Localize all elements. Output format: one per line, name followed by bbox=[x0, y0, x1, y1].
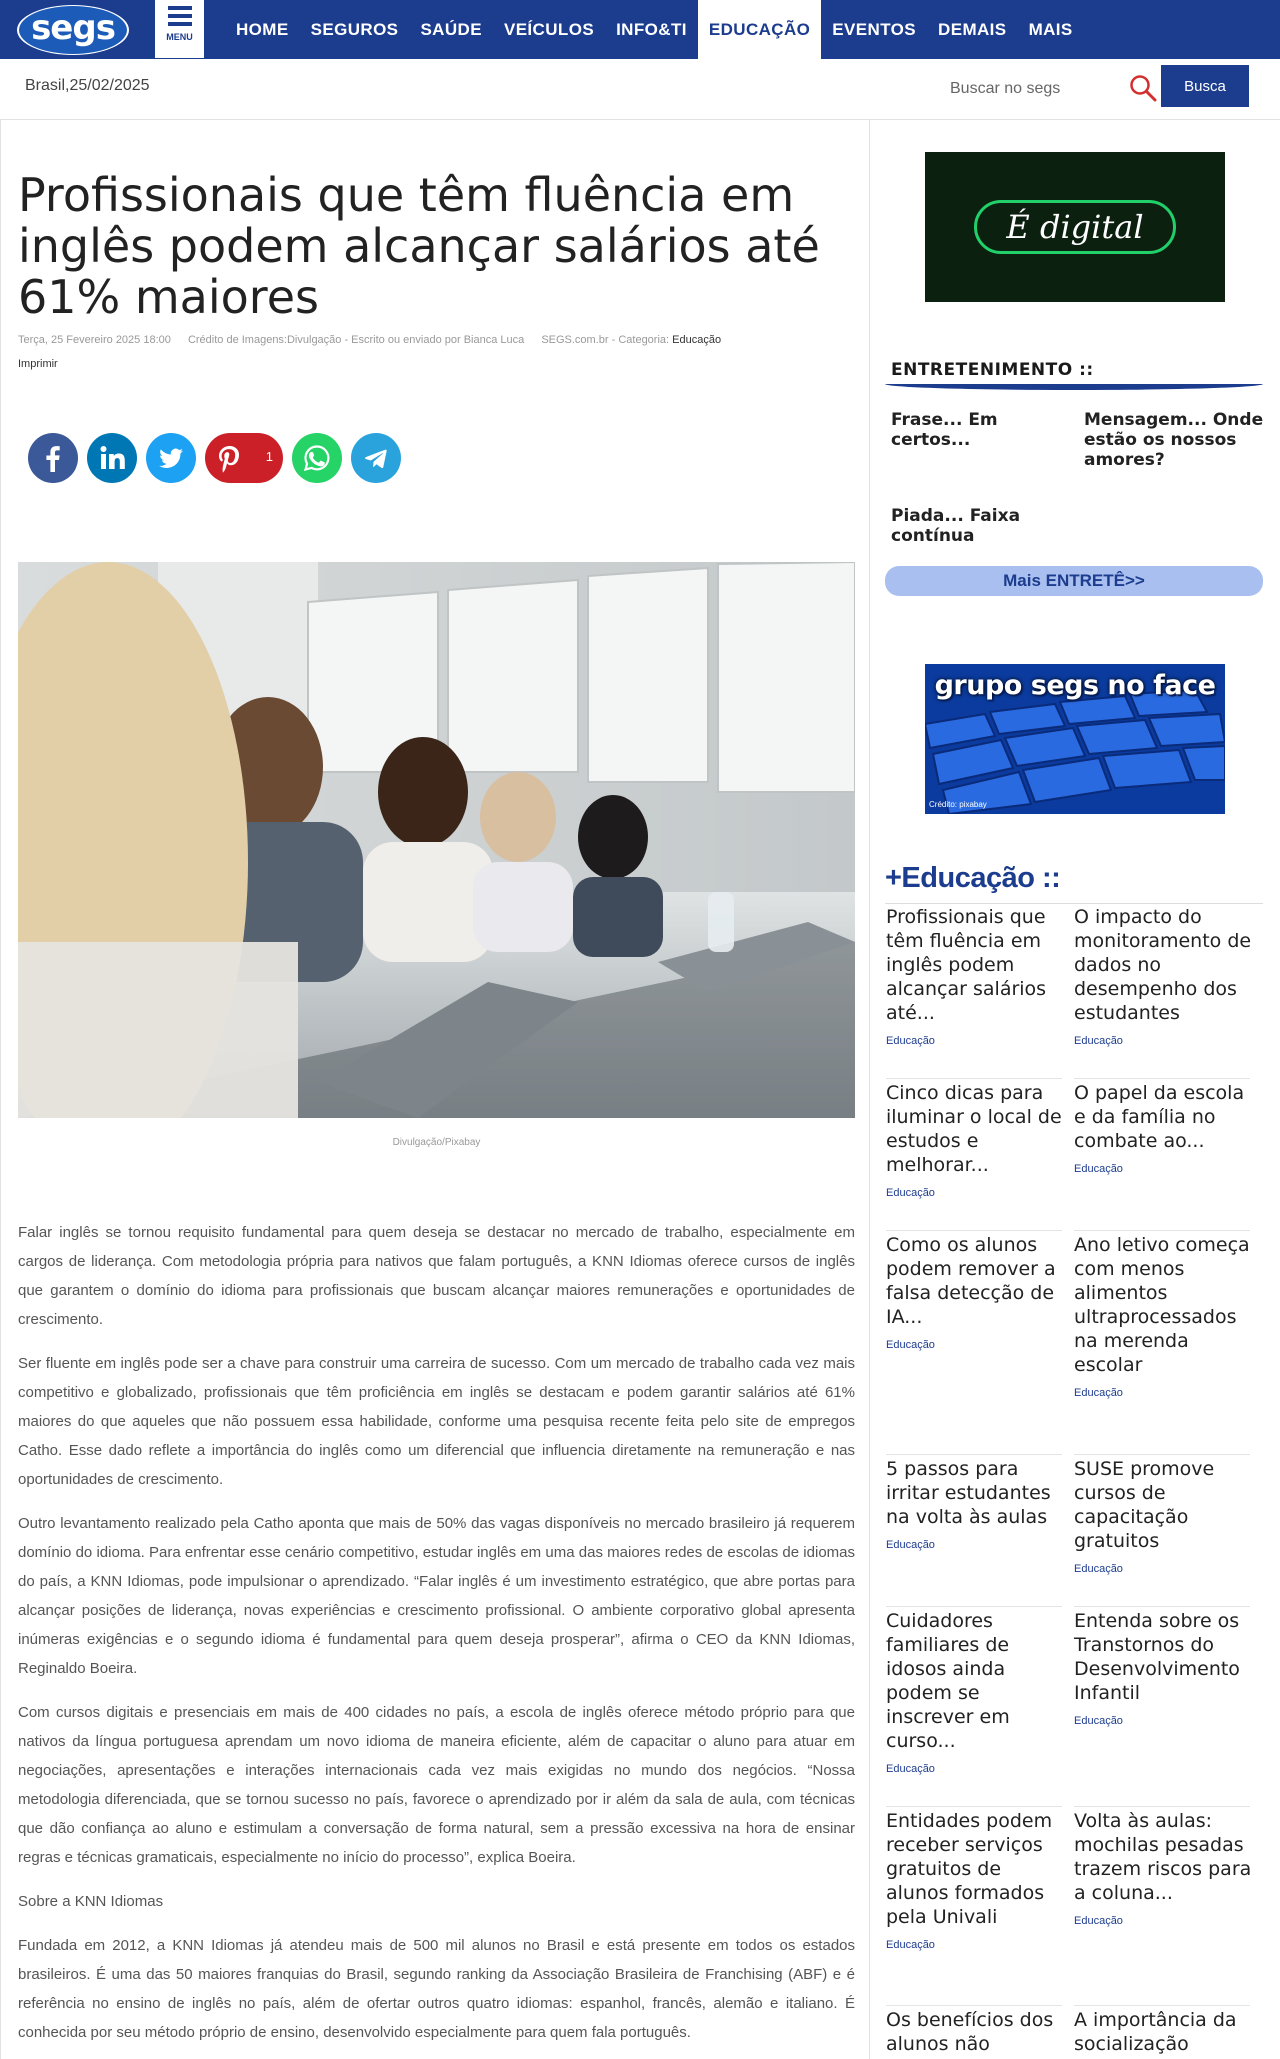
sidebar bbox=[871, 120, 1280, 2059]
article-title: Profissionais que têm fluência em inglês podem alcançar salários até 61% maiores bbox=[18, 168, 820, 324]
educacao-article-link[interactable] bbox=[1074, 1457, 1254, 1575]
educacao-article-link[interactable] bbox=[886, 2008, 1066, 2056]
educacao-article-category[interactable]: Educação bbox=[1074, 1563, 1123, 1575]
educacao-article-title[interactable]: Volta às aulas: mochilas pesadas trazem riscos para a coluna... bbox=[1074, 1810, 1252, 1904]
twitter-share-button[interactable] bbox=[146, 433, 196, 483]
linkedin-icon bbox=[97, 443, 127, 473]
educacao-article-category[interactable]: Educação bbox=[886, 1939, 935, 1951]
educacao-article-link[interactable] bbox=[1074, 1609, 1254, 1727]
current-date: Brasil,25/02/2025 bbox=[25, 77, 150, 94]
section-divider bbox=[885, 903, 1263, 904]
search-icon[interactable] bbox=[1128, 73, 1158, 103]
educacao-article-category[interactable]: Educação bbox=[1074, 1915, 1123, 1927]
logo-text: segs bbox=[31, 8, 115, 48]
educacao-article-link[interactable] bbox=[886, 1081, 1066, 1199]
entretenimento-link[interactable]: Piada... Faixa contínua bbox=[891, 506, 1021, 546]
search-button[interactable]: Busca bbox=[1161, 65, 1249, 107]
educacao-article-title[interactable]: O papel da escola e da família no combate ao... bbox=[1074, 1082, 1245, 1152]
educacao-article-category[interactable]: Educação bbox=[1074, 1387, 1123, 1399]
educacao-article-link[interactable] bbox=[886, 905, 1066, 1047]
pinterest-share-button[interactable] bbox=[205, 433, 283, 483]
educacao-article-category[interactable]: Educação bbox=[1074, 1035, 1123, 1047]
educacao-article-link[interactable] bbox=[886, 1609, 1066, 1775]
menu-button[interactable] bbox=[155, 0, 204, 58]
paragraph: Fundada em 2012, a KNN Idiomas já atendeu mais de 500 mil alunos no Brasil e está presente em todos os estados brasileiros. É uma das 50 maiores franquias do Brasil, segundo ranking da Associação Brasileira de Franchising (ABF) e é referência no ensino de inglês no país, além de ofertar outros quatro idiomas: espanhol, francês, alemão e italiano. É conhecida por seu método próprio de ensino, desenvolvido especialmente para quem fala português. bbox=[18, 1937, 855, 2041]
segs-logo[interactable] bbox=[14, 2, 132, 58]
hamburger-icon bbox=[168, 6, 192, 30]
educacao-article-title[interactable]: SUSE promove cursos de capacitação gratuitos bbox=[1074, 1458, 1215, 1552]
educacao-article-title[interactable]: Profissionais que têm fluência em inglês podem alcançar salários até... bbox=[886, 906, 1047, 1024]
educacao-article-title[interactable]: A importância da socialização bbox=[1074, 2009, 1237, 2055]
ad-banner-digital[interactable] bbox=[925, 152, 1225, 302]
ad-facebook-credit: Crédito: pixabay bbox=[929, 800, 987, 809]
educacao-article-category[interactable]: Educação bbox=[886, 1187, 935, 1199]
nav-mais[interactable]: MAIS bbox=[1028, 20, 1073, 39]
educacao-article-link[interactable] bbox=[886, 1457, 1066, 1551]
educacao-article-category[interactable]: Educação bbox=[1074, 1163, 1123, 1175]
paragraph: Sobre a KNN Idiomas bbox=[18, 1893, 164, 1910]
list-divider bbox=[1074, 1230, 1250, 1231]
nav-seguros[interactable]: SEGUROS bbox=[310, 20, 399, 39]
educacao-article-title[interactable]: Cuidadores familiares de idosos ainda podem se inscrever em curso... bbox=[886, 1610, 1010, 1752]
facebook-icon bbox=[38, 443, 68, 473]
educacao-article-title[interactable]: Como os alunos podem remover a falsa detecção de IA... bbox=[886, 1234, 1056, 1328]
whatsapp-icon bbox=[302, 443, 332, 473]
nav-educacao[interactable]: EDUCAÇÃO bbox=[698, 0, 821, 59]
educacao-article-category[interactable]: Educação bbox=[886, 1035, 935, 1047]
educacao-article-link[interactable] bbox=[1074, 2008, 1254, 2056]
nav-eventos[interactable]: EVENTOS bbox=[832, 20, 917, 39]
list-divider bbox=[1074, 1606, 1250, 1607]
article-category-link[interactable]: Educação bbox=[672, 334, 722, 346]
twitter-icon bbox=[156, 443, 186, 473]
linkedin-share-button[interactable] bbox=[87, 433, 137, 483]
paragraph: Outro levantamento realizado pela Catho aponta que mais de 50% das vagas disponíveis no mercado brasileiro já requerem domínio do idioma. Para enfrentar esse cenário competitivo, estudar inglês em uma das maiores redes de escolas de idiomas do país, a KNN Idiomas, pode impulsionar o aprendizado. “Falar inglês é um investimento estratégico, que abre portas para alcançar posições de liderança, novas experiências e crescimento profissional. O ambiente corporativo global apresenta inúmeras exigências e o segundo idioma é fundamental para quem deseja prosperar”, afirma o CEO da KNN Idiomas, Reginaldo Boeira. bbox=[18, 1515, 855, 1677]
nav-demais[interactable]: DEMAIS bbox=[938, 20, 1007, 39]
list-divider bbox=[1074, 2005, 1250, 2006]
educacao-article-title[interactable]: O impacto do monitoramento de dados no desempenho dos estudantes bbox=[1074, 906, 1252, 1024]
whatsapp-share-button[interactable] bbox=[292, 433, 342, 483]
paragraph: Ser fluente em inglês pode ser a chave para construir uma carreira de sucesso. Com um mercado de trabalho cada vez mais competitivo e globalizado, profissionais que têm proficiência em inglês se destacam e podem garantir salários até 61% maiores do que aqueles que não possuem essa habilidade, conforme uma pesquisa recente feita pelo site de empregos Catho. Esse dado reflete a importância do inglês como um diferencial que influencia diretamente na remuneração e nas oportunidades de crescimento. bbox=[18, 1355, 855, 1488]
article-image bbox=[18, 562, 855, 1118]
educacao-article-link[interactable] bbox=[886, 1233, 1066, 1351]
image-caption: Divulgação/Pixabay bbox=[392, 1137, 481, 1148]
entretenimento-link[interactable]: Frase... Em certos... bbox=[891, 410, 998, 450]
article-site: SEGS.com.br - Categoria: bbox=[541, 334, 670, 346]
paragraph: Falar inglês se tornou requisito fundamental para quem deseja se destacar no mercado de trabalho, especialmente em cargos de liderança. Com metodologia própria para nativos que falam português, a KNN Idiomas oferece cursos de inglês que garantem o domínio do idioma para profissionais que buscam alcançar maiores remunerações e oportunidades de crescimento. bbox=[18, 1224, 855, 1328]
top-navbar bbox=[0, 0, 1280, 59]
educacao-article-link[interactable] bbox=[1074, 1233, 1254, 1399]
menu-label: MENU bbox=[166, 32, 193, 42]
educacao-article-link[interactable] bbox=[886, 1809, 1066, 1951]
list-divider bbox=[886, 1606, 1062, 1607]
educacao-article-title[interactable]: Os benefícios dos alunos não bbox=[886, 2009, 1054, 2055]
educacao-article-title[interactable]: Cinco dicas para iluminar o local de estudos e melhorar... bbox=[886, 1082, 1062, 1176]
ad-digital-text: É digital bbox=[974, 200, 1176, 254]
educacao-article-title[interactable]: Ano letivo começa com menos alimentos ultraprocessados na merenda escolar bbox=[1074, 1234, 1250, 1376]
list-divider bbox=[1074, 1806, 1250, 1807]
article-credit: Crédito de Imagens:Divulgação - Escrito ou enviado por Bianca Luca bbox=[187, 334, 525, 346]
list-divider bbox=[1074, 1454, 1250, 1455]
print-link[interactable]: Imprimir bbox=[18, 358, 58, 370]
educacao-section-title: +Educação :: bbox=[885, 862, 1061, 894]
nav-menu bbox=[225, 0, 1084, 59]
educacao-article-category[interactable]: Educação bbox=[886, 1339, 935, 1351]
entretenimento-title: ENTRETENIMENTO :: bbox=[891, 360, 1094, 380]
educacao-article-category[interactable]: Educação bbox=[1074, 1715, 1123, 1727]
pinterest-icon bbox=[215, 443, 245, 473]
ad-banner-facebook-group[interactable] bbox=[925, 664, 1225, 814]
article-meta bbox=[18, 334, 721, 346]
pinterest-count: 1 bbox=[265, 449, 273, 464]
share-buttons bbox=[28, 433, 401, 483]
educacao-article-link[interactable] bbox=[1074, 1081, 1254, 1175]
sub-header bbox=[0, 59, 1280, 120]
educacao-article-category[interactable]: Educação bbox=[886, 1539, 935, 1551]
educacao-article-title[interactable]: Entenda sobre os Transtornos do Desenvolvimento Infantil bbox=[1074, 1610, 1240, 1704]
list-divider bbox=[886, 2005, 1062, 2006]
list-divider bbox=[1074, 1078, 1250, 1079]
nav-home[interactable]: HOME bbox=[236, 20, 289, 39]
telegram-icon bbox=[361, 443, 391, 473]
entretenimento-link[interactable]: Mensagem... Onde estão os nossos amores? bbox=[1084, 410, 1264, 470]
list-divider bbox=[886, 1806, 1062, 1807]
article-body bbox=[18, 1218, 855, 2059]
paragraph: Com cursos digitais e presenciais em mais de 400 cidades no país, a escola de inglês oferece método próprio para que nativos da língua portuguesa aprendam um novo idioma de maneira eficiente, além de capacitar o aluno para atuar em negociações, apresentações e interações internacionais cada vez mais exigidas no mundo dos negócios. “Nossa metodologia diferenciada, que se tornou sucesso no país, favorece o aprendizado por ir além da sala de aula, com técnicas que dão confiança ao aluno e estimulam a conversação de forma natural, sem a pressão excessiva na hora de ensinar regras e técnicas gramaticais, especialmente no início do processo”, explica Boeira. bbox=[18, 1704, 855, 1866]
educacao-article-link[interactable] bbox=[1074, 1809, 1254, 1927]
nav-veiculos[interactable]: VEÍCULOS bbox=[503, 20, 595, 39]
educacao-article-category[interactable]: Educação bbox=[886, 1763, 935, 1775]
list-divider bbox=[886, 1230, 1062, 1231]
educacao-article-title[interactable]: 5 passos para irritar estudantes na volta às aulas bbox=[886, 1458, 1051, 1528]
list-divider bbox=[886, 1454, 1062, 1455]
list-divider bbox=[886, 1078, 1062, 1079]
nav-info-ti[interactable]: INFO&TI bbox=[616, 20, 687, 39]
educacao-article-link[interactable] bbox=[1074, 905, 1254, 1047]
article-column bbox=[0, 120, 870, 2059]
facebook-share-button[interactable] bbox=[28, 433, 78, 483]
telegram-share-button[interactable] bbox=[351, 433, 401, 483]
more-entretenimento-button[interactable]: Mais ENTRETÊ>> bbox=[885, 566, 1263, 596]
article-date: Terça, 25 Fevereiro 2025 18:00 bbox=[18, 334, 171, 346]
educacao-article-title[interactable]: Entidades podem receber serviços gratuitos de alunos formados pela Univali bbox=[886, 1810, 1053, 1928]
search-input[interactable] bbox=[940, 73, 1120, 105]
ad-facebook-title: grupo segs no face bbox=[934, 670, 1216, 701]
nav-saude[interactable]: SAÚDE bbox=[420, 20, 482, 39]
